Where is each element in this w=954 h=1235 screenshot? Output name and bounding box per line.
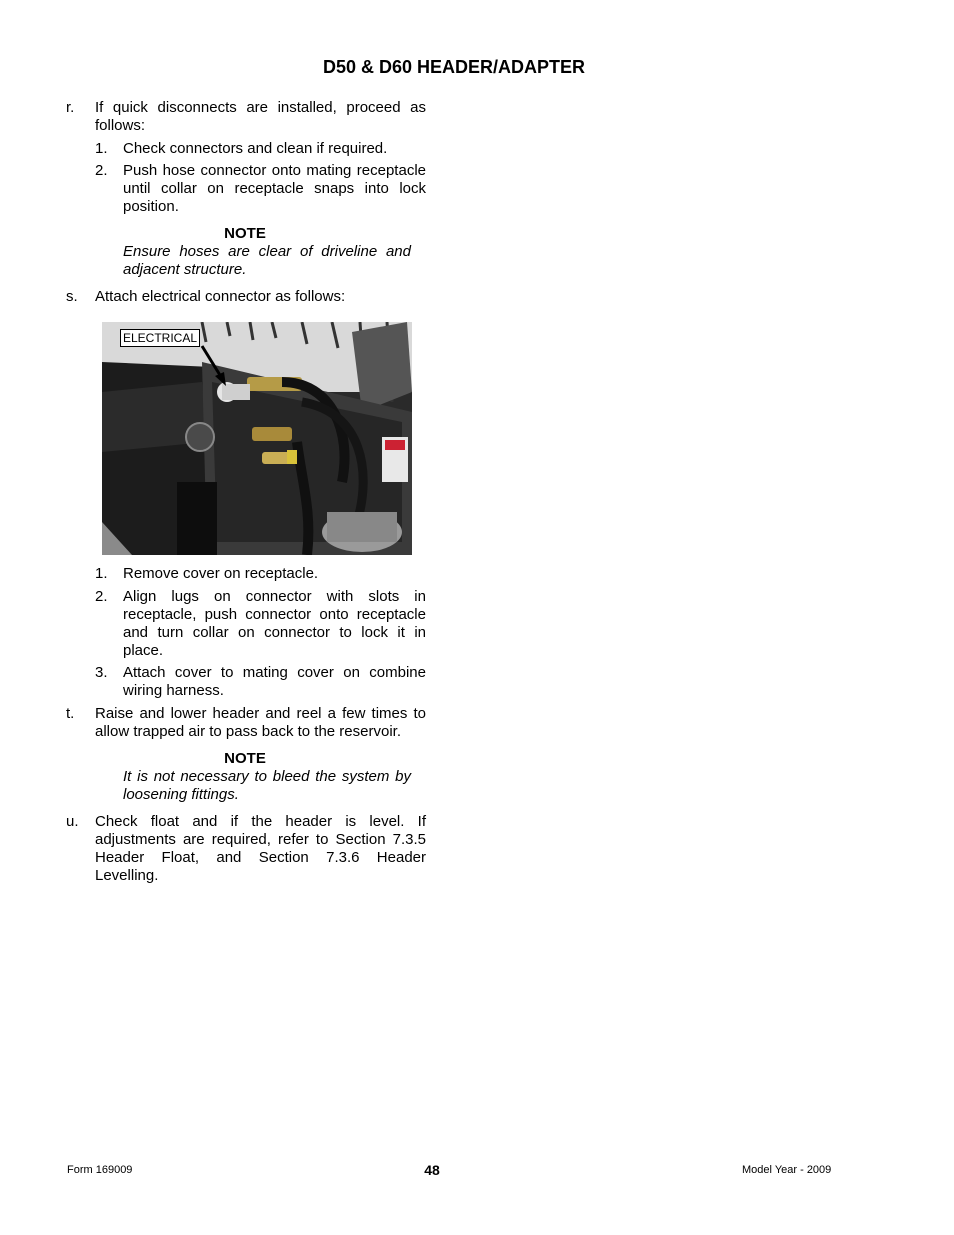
step-label: s. [66,288,78,305]
substep-s-3 [95,664,426,700]
note-body: It is not necessary to bleed the system by loosening fittings. [123,768,411,803]
footer-form-number: Form 169009 [67,1164,133,1176]
step-text: Check float and if the header is level. If adjustments are required, refer to Section 7.3.5 Header Float, and Section 7.3.6 Header Levelling. [95,813,426,884]
step-label: t. [66,705,75,722]
substep-label: 1. [95,140,108,157]
page-number: 48 [424,1162,440,1178]
footer-model-year: Model Year - 2009 [742,1164,832,1176]
electrical-callout-label: ELECTRICAL [120,329,200,347]
step-t [66,705,426,804]
substep-s-1 [95,565,426,583]
step-text: Attach electrical connector as follows: [95,288,346,305]
step-label: u. [66,813,79,830]
substep-text: Push hose connector onto mating receptacle until collar on receptacle snaps into lock position. [123,162,426,215]
substep-r-1 [95,140,426,158]
step-r [66,99,426,279]
page-title: D50 & D60 HEADER/ADAPTER [322,57,586,77]
electrical-connector-photo [102,322,412,555]
substep-label: 3. [95,664,108,681]
note-body: Ensure hoses are clear of driveline and adjacent structure. [123,243,411,278]
step-s [66,288,426,306]
step-text: If quick disconnects are installed, proceed as follows: [95,99,426,134]
step-s-item [66,288,426,306]
step-t-item [66,705,426,741]
substep-text: Attach cover to mating cover on combine wiring harness. [123,664,426,699]
substep-label: 2. [95,588,108,605]
step-u-item [66,813,426,885]
substep-text: Align lugs on connector with slots in receptacle, push connector onto receptacle and turn collar on connector to lock it in place. [123,588,426,659]
substep-label: 2. [95,162,108,179]
substep-text: Check connectors and clean if required. [123,140,388,157]
substep-text: Remove cover on receptacle. [123,565,319,582]
substep-r-2 [95,162,426,216]
note-title: NOTE [224,750,266,767]
step-u [66,813,426,885]
step-r-item [66,99,426,135]
step-label: r. [66,99,75,116]
step-s-substeps [66,565,426,700]
substep-s-2 [95,588,426,660]
substep-label: 1. [95,565,108,582]
step-text: Raise and lower header and reel a few times to allow trapped air to pass back to the reservoir. [95,705,426,740]
note-title: NOTE [224,225,266,242]
